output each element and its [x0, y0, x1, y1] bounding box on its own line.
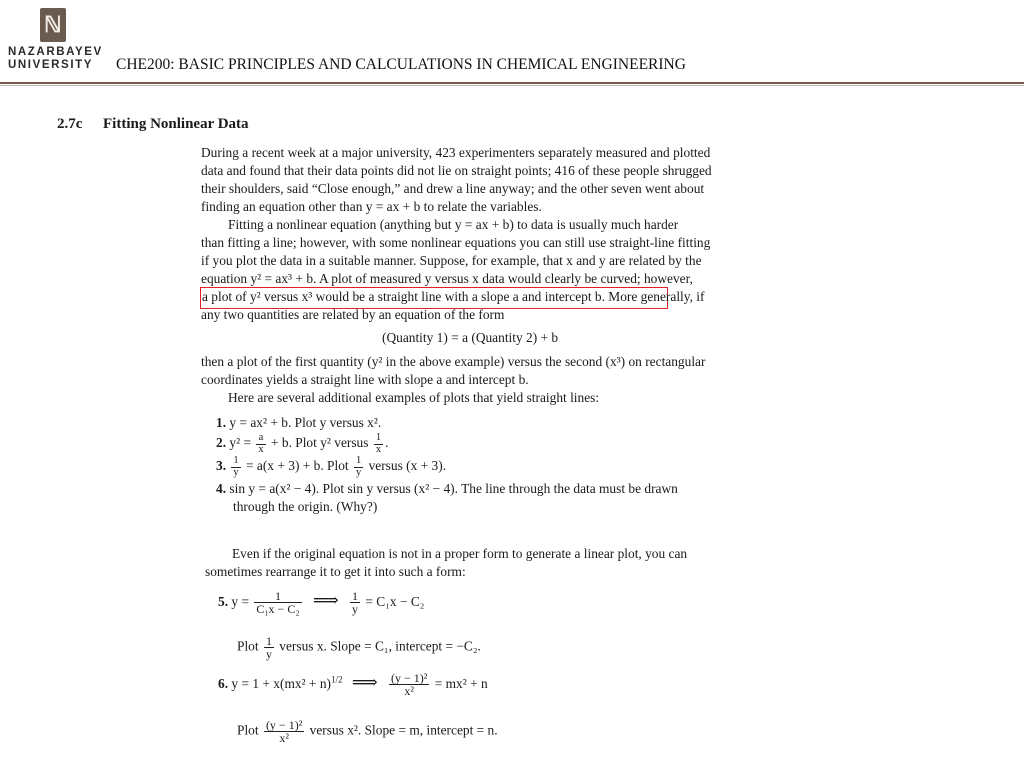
- implies-arrow-icon: ⟹: [312, 590, 339, 610]
- p1-line-4: finding an equation other than y = ax + b to relate the variables.: [201, 199, 542, 214]
- example-list-item: [216, 481, 678, 497]
- fraction-1-over-y: $\frac{1}{y}$: [233, 455, 239, 478]
- fraction-1-over-x: $\frac{1}{x}$: [375, 432, 382, 455]
- p4-line-2: sometimes rearrange it to get it into such a form:: [205, 564, 466, 579]
- example-5-lhs: y =: [231, 594, 253, 609]
- p2-line-1: Fitting a nonlinear equation (anything but y = ax + b) to data is usually much harder: [228, 217, 679, 232]
- fraction-a-over-x: $\frac{a}{x}$: [258, 432, 264, 455]
- university-wordmark: [8, 46, 103, 72]
- example-4-number: 4.: [216, 481, 227, 496]
- university-logo-icon: ℕ: [40, 8, 66, 42]
- example-4-text-b: through the origin. (Why?): [233, 499, 378, 514]
- p1-line-3: their shoulders, said “Close enough,” and drew a line anyway; and the other seven went about: [201, 181, 705, 196]
- p1-line-2: data and found that their data points did not lie on straight points; 416 of these people shrugged: [201, 163, 712, 178]
- p2-line-4: equation y² = ax³ + b. A plot of measured y versus x data would clearly be curved; however,: [201, 271, 693, 286]
- example-2-text-a: y² =: [229, 435, 255, 451]
- fraction-1-over-y: $\frac{1}{y}$: [355, 455, 362, 478]
- example-6-plot-b: versus x². Slope = m, intercept = n.: [306, 722, 498, 738]
- fraction-1-over-c1x-c2: $\frac{1}{\text{C₁x − C₂}}$: [256, 589, 300, 617]
- p2-line-3: if you plot the data in a suitable manner. Suppose, for example, that x and y are related by the: [201, 253, 702, 268]
- example-2-text-b: + b. Plot y² versus: [267, 435, 372, 451]
- example-5-equation: [218, 590, 424, 615]
- header-divider: [0, 82, 1024, 84]
- example-1-text: y = ax² + b. Plot y versus x².: [229, 415, 382, 430]
- section-title: Fitting Nonlinear Data: [103, 116, 249, 132]
- p2-line-6: any two quantities are related by an equation of the form: [201, 307, 505, 322]
- p3-line-2: coordinates yields a straight line with slope a and intercept b.: [201, 372, 529, 387]
- example-6-equation: [218, 672, 488, 697]
- example-3-text-a: = a(x + 3) + b. Plot: [242, 458, 352, 474]
- logo-line-2: UNIVERSITY: [8, 59, 94, 71]
- fraction-y-1-sq-over-x-sq: $\frac{\text{(y − 1)²}}{\text{x²}}$: [265, 718, 303, 745]
- course-title: CHE200: BASIC PRINCIPLES AND CALCULATIONS IN CHEMICAL ENGINEERING: [116, 56, 686, 73]
- p4-line-1: Even if the original equation is not in a proper form to generate a linear plot, you can: [232, 546, 688, 561]
- section-number: 2.7c: [57, 116, 83, 132]
- example-5-number: 5.: [218, 594, 229, 609]
- p3-line-3: Here are several additional examples of plots that yield straight lines:: [228, 390, 600, 405]
- example-5-rhs: = C₁x − C₂: [362, 594, 425, 609]
- example-list-item: 2. y² = $\frac{a}{x}$ + b. Plot y² versus $\frac{1}{x}$ .: [216, 432, 389, 455]
- example-3-number: 3.: [216, 458, 227, 474]
- example-5-plot-a: Plot: [237, 638, 262, 654]
- p1-line-1: During a recent week at a major university, 423 experimenters separately measured and plotted: [201, 145, 711, 160]
- header-divider-thin: [0, 85, 1024, 86]
- form-equation: (Quantity 1) = a (Quantity 2) + b: [382, 330, 559, 345]
- implies-arrow-icon: ⟹: [351, 672, 378, 692]
- logo-line-1: NAZARBAYEV: [8, 46, 103, 58]
- example-6-lhs: y = 1 + x(mx² + n): [231, 676, 331, 691]
- example-5-plot-b: versus x. Slope = C₁, intercept = −C₂.: [275, 638, 481, 654]
- example-6-exponent: 1/2: [330, 674, 343, 685]
- section-heading: [57, 116, 249, 133]
- example-5-plot: [237, 635, 481, 660]
- example-6-plot-a: Plot: [237, 722, 262, 738]
- fraction-y-1-sq-over-x-sq: $\frac{\text{(y − 1)²}}{\text{x²}}$: [391, 671, 428, 699]
- page-header: [0, 0, 1024, 86]
- p3-line-1: then a plot of the first quantity (y² in the above example) versus the second (x³) on rectangular: [201, 354, 706, 369]
- example-6-plot: [237, 719, 498, 744]
- p2-line-5: a plot of y² versus x³ would be a straight line with a slope a and intercept b. More generally, if: [202, 289, 705, 304]
- example-list-item: [216, 415, 381, 431]
- fraction-1-over-y: $\frac{1}{y}$: [265, 634, 272, 661]
- example-1-number: 1.: [216, 415, 227, 430]
- p2-line-2: than fitting a line; however, with some nonlinear equations you can still use straight-line fitting: [201, 235, 711, 250]
- fraction-1-over-y: $\frac{1}{y}$: [352, 589, 359, 617]
- example-list-item: [216, 456, 446, 478]
- example-6-rhs: = mx² + n: [431, 676, 488, 691]
- example-4-text-a: sin y = a(x² − 4). Plot sin y versus (x² − 4). The line through the data must be drawn: [229, 481, 678, 496]
- example-3-text-b: versus (x + 3).: [365, 458, 447, 474]
- example-6-number: 6.: [218, 676, 229, 691]
- example-2-number: 2.: [216, 435, 227, 451]
